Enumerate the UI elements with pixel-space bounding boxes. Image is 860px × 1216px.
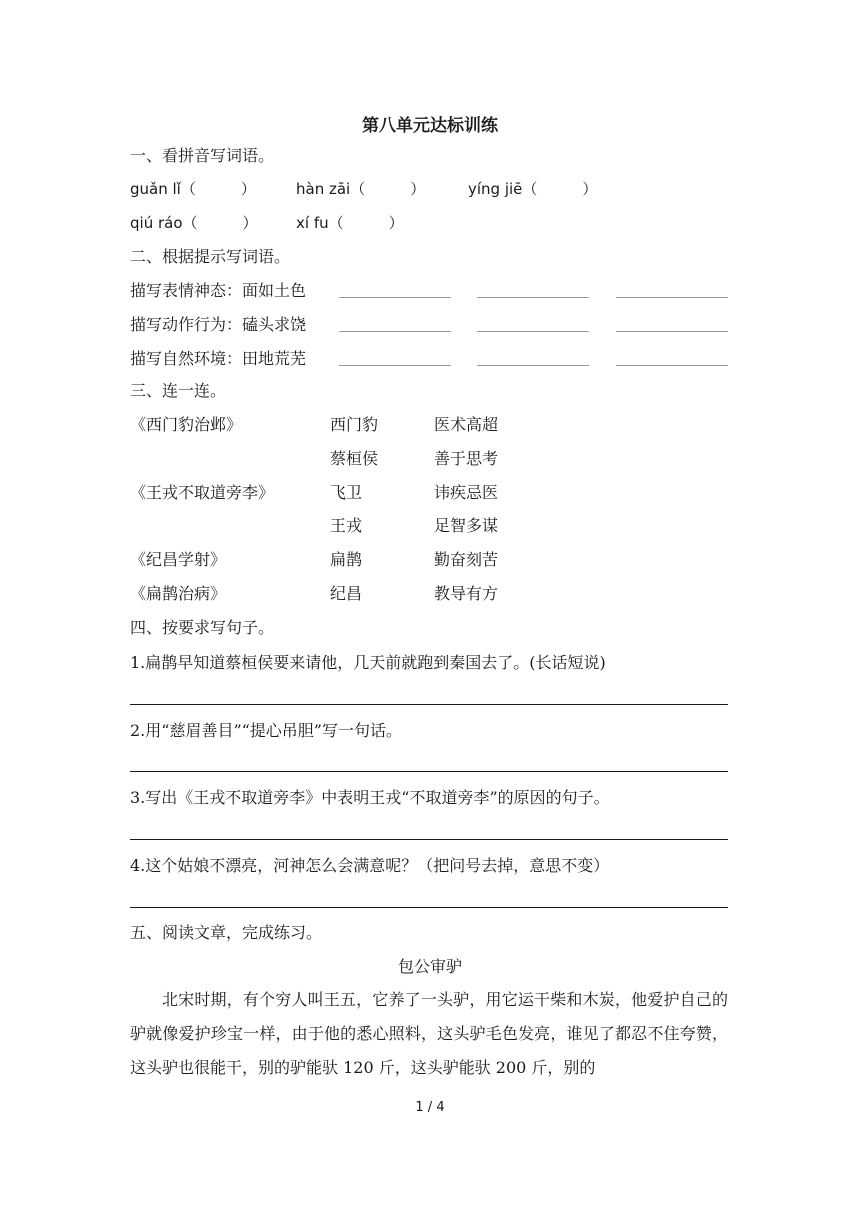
answer-blank: [616, 331, 728, 332]
answer-blank: [477, 365, 589, 366]
article-paragraph: 北宋时期，有个穷人叫王五，它养了一头驴，用它运干柴和木炭，他爱护自己的驴就像爱护珍宝一样，由于他的悉心照料，这头驴毛色发亮，谁见了都忍不住夸赞，这头驴也很能干，别的驴能驮 120 斤，这头驴能驮 200 斤，别的: [130, 990, 728, 1077]
trait-label: 勤奋刻苦: [434, 550, 499, 569]
pinyin-item: qiú ráo（ ）: [130, 214, 258, 232]
hint-row-label: 描写动作行为：磕头求饶: [130, 315, 307, 334]
trait-label: 讳疾忌医: [434, 483, 499, 502]
page-number: 1 / 4: [415, 1100, 445, 1115]
question-text: 3.写出《王戎不取道旁李》中表明王戎“不取道旁李”的原因的句子。: [130, 788, 610, 807]
trait-label: 教导有方: [434, 584, 499, 603]
character-name: 蔡桓侯: [330, 449, 379, 468]
answer-blank: [477, 331, 589, 332]
hint-row-label: 描写自然环境：田地荒芜: [130, 349, 307, 368]
answer-blank: [339, 365, 451, 366]
character-name: 纪昌: [330, 584, 363, 603]
story-title: 《纪昌学射》: [130, 550, 227, 569]
pinyin-item: xí fu（ ）: [296, 214, 404, 232]
section1-heading: 一、看拼音写词语。: [130, 146, 275, 165]
answer-blank: [616, 365, 728, 366]
question-text: 1.扁鹊早知道蔡桓侯要来请他，几天前就跑到秦国去了。(长话短说): [130, 653, 606, 672]
question-text: 4.这个姑娘不漂亮，河神怎么会满意呢？（把问号去掉，意思不变）: [130, 856, 610, 875]
pinyin-item: hàn zāi（ ）: [296, 180, 426, 198]
hint-row-label: 描写表情神态：面如土色: [130, 281, 307, 300]
story-title: 《西门豹治邺》: [130, 415, 243, 434]
character-name: 飞卫: [330, 483, 363, 502]
answer-blank: [477, 297, 589, 298]
character-name: 扁鹊: [330, 550, 363, 569]
pinyin-item: yíng jiē（ ）: [468, 180, 598, 198]
question-text: 2.用“慈眉善目”“提心吊胆”写一句话。: [130, 721, 402, 740]
article-title: 包公审驴: [397, 957, 462, 976]
section2-heading: 二、根据提示写词语。: [130, 247, 291, 266]
page-title: 第八单元达标训练: [362, 116, 498, 136]
trait-label: 善于思考: [434, 449, 499, 468]
trait-label: 医术高超: [434, 415, 499, 434]
answer-line: [130, 704, 728, 705]
pinyin-item: guǎn lǐ（ ）: [130, 180, 256, 198]
trait-label: 足智多谋: [434, 516, 499, 535]
answer-blank: [339, 331, 451, 332]
section3-heading: 三、连一连。: [130, 381, 227, 400]
character-name: 王戎: [330, 516, 363, 535]
section5-heading: 五、阅读文章，完成练习。: [130, 923, 323, 942]
answer-blank: [616, 297, 728, 298]
answer-line: [130, 839, 728, 840]
character-name: 西门豹: [330, 415, 379, 434]
answer-line: [130, 907, 728, 908]
answer-line: [130, 771, 728, 772]
story-title: 《扁鹊治病》: [130, 584, 227, 603]
section4-heading: 四、按要求写句子。: [130, 618, 275, 637]
answer-blank: [339, 297, 451, 298]
story-title: 《王戎不取道旁李》: [130, 483, 275, 502]
